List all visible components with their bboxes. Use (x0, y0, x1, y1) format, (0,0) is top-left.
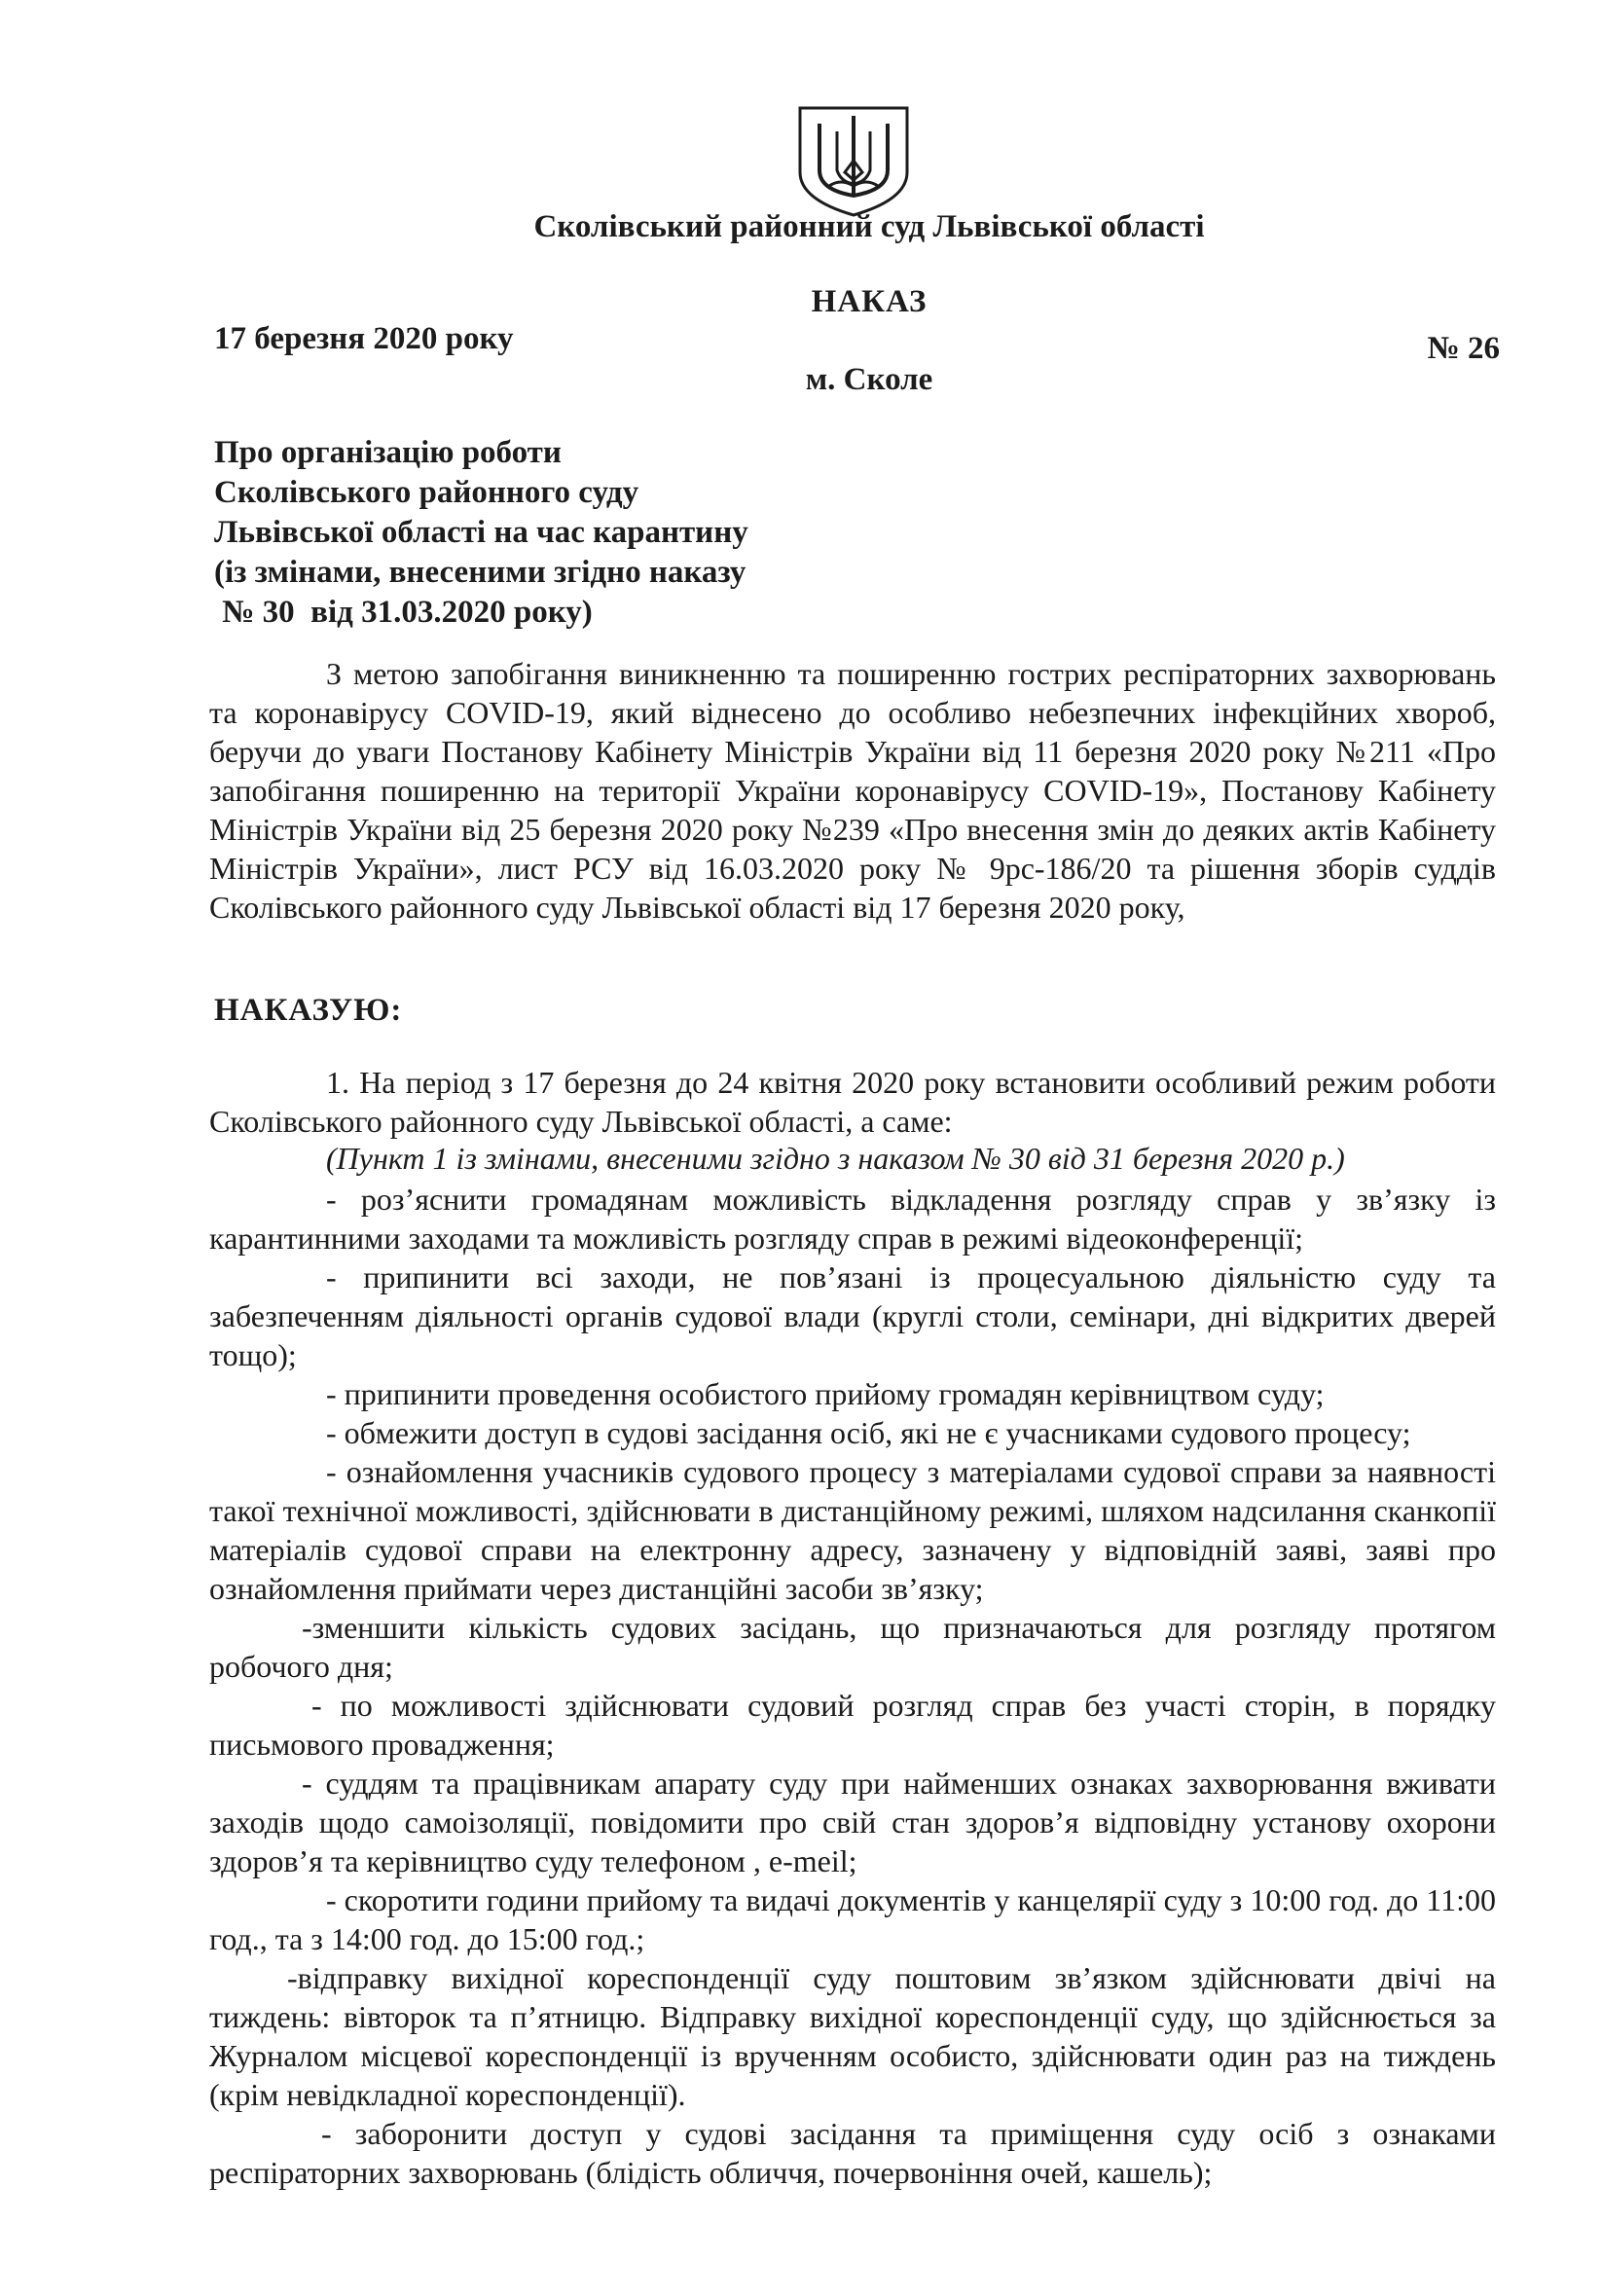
list-item: -відправку вихідної кореспонденції суду поштовим зв’язком здійснювати двічі на тиждень: вівторок та п’ятницю. Відправку вихідної кореспонденції суду, що здійснюється за Журналом місцевої кореспонденції із врученням особисто, здійснювати один раз на тиждень (крім невідкладної кореспонденції). (209, 1960, 1496, 2112)
subject-line: (із змінами, внесеними згідно наказу (214, 555, 746, 590)
order-subject (214, 433, 748, 633)
list-item: - припинити проведення особистого прийому громадян керівництвом суду; (326, 1376, 1325, 1411)
coat-of-arms-emblem (790, 102, 917, 219)
order-point-1: 1. На період з 17 березня до 24 квітня 2020 року встановити особливий режим роботи Сколівського районного суду Львівської області, а саме: (209, 1065, 1496, 1139)
list-item: - ознайомлення учасників судового процесу з матеріалами судової справи за наявності такої технічної можливості, здійснювати в дистанційному режимі, шляхом надсилання сканкопії матеріалів судової справи на електронну адресу, зазначену у відповідній заяві, заяві про ознайомлення приймати через дистанційні засоби зв’язку; (209, 1454, 1496, 1606)
list-item: - припинити всі заходи, не пов’язані із процесуальною діяльністю суду та забезпеченням діяльності органів судової влади (круглі столи, семінари, дні відкритих дверей тощо); (209, 1259, 1496, 1372)
subject-line: № 30 від 31.03.2020 року) (214, 595, 593, 630)
order-city: м. Сколе (805, 362, 933, 397)
list-item: - заборонити доступ у судові засідання та приміщення суду осіб з ознаками респіраторних захворювань (блідість обличчя, почервоніння очей, кашель); (209, 2116, 1496, 2190)
list-item: - суддям та працівникам апарату суду при найменших ознаках захворювання вживати заходів щодо самоізоляції, повідомити про свій стан здоров’я відповідну установу охорони здоров’я та керівництво суду телефоном , e-meil; (209, 1766, 1496, 1878)
preamble-paragraph: З метою запобігання виникненню та поширенню гострих респіраторних захворювань та коронавірусу COVID-19, який віднесено до особливо небезпечних інфекційних хвороб, беручи до уваги Постанову Кабінету Міністрів України від 11 березня 2020 року №211 «Про запобігання поширенню на території України коронавірусу COVID-19», Постанову Кабінету Міністрів України від 25 березня 2020 року №239 «Про внесення змін до деяких актів Кабінету Міністрів України», лист РСУ від 16.03.2020 року № 9рс-186/20 та рішення зборів суддів Сколівського районного суду Львівської області від 17 березня 2020 року, (209, 656, 1496, 925)
list-item: - обмежити доступ в судові засідання осіб, які не є учасниками судового процесу; (326, 1415, 1411, 1450)
list-item: -зменшити кількість судових засідань, що призначаються для розгляду протягом робочого дня; (209, 1610, 1496, 1684)
court-name: Сколівський районний суд Львівської області (533, 209, 1205, 244)
order-date: 17 березня 2020 року (214, 321, 514, 356)
amendment-note: (Пункт 1 із змінами, внесеними згідно з наказом № 30 від 31 березня 2020 р.) (326, 1141, 1345, 1176)
order-number: № 26 (1427, 331, 1500, 366)
list-item: - скоротити години прийому та видачі документів у канцелярії суду з 10:00 год. до 11:00 год., та з 14:00 год. до 15:00 год.; (209, 1882, 1496, 1956)
list-item: - по можливості здійснювати судовий розгляд справ без участі сторін, в порядку письмового провадження; (209, 1688, 1496, 1762)
order-heading: НАКАЗУЮ: (214, 993, 403, 1028)
subject-line: Львівської області на час карантину (214, 515, 748, 550)
list-item: - роз’яснити громадянам можливість відкладення розгляду справ у зв’язку із карантинними заходами та можливість розгляду справ в режимі відеоконференції; (209, 1182, 1496, 1256)
subject-line: Сколівського районного суду (214, 475, 639, 510)
subject-line: Про організацію роботи (214, 435, 562, 470)
document-type: НАКАЗ (811, 284, 928, 319)
